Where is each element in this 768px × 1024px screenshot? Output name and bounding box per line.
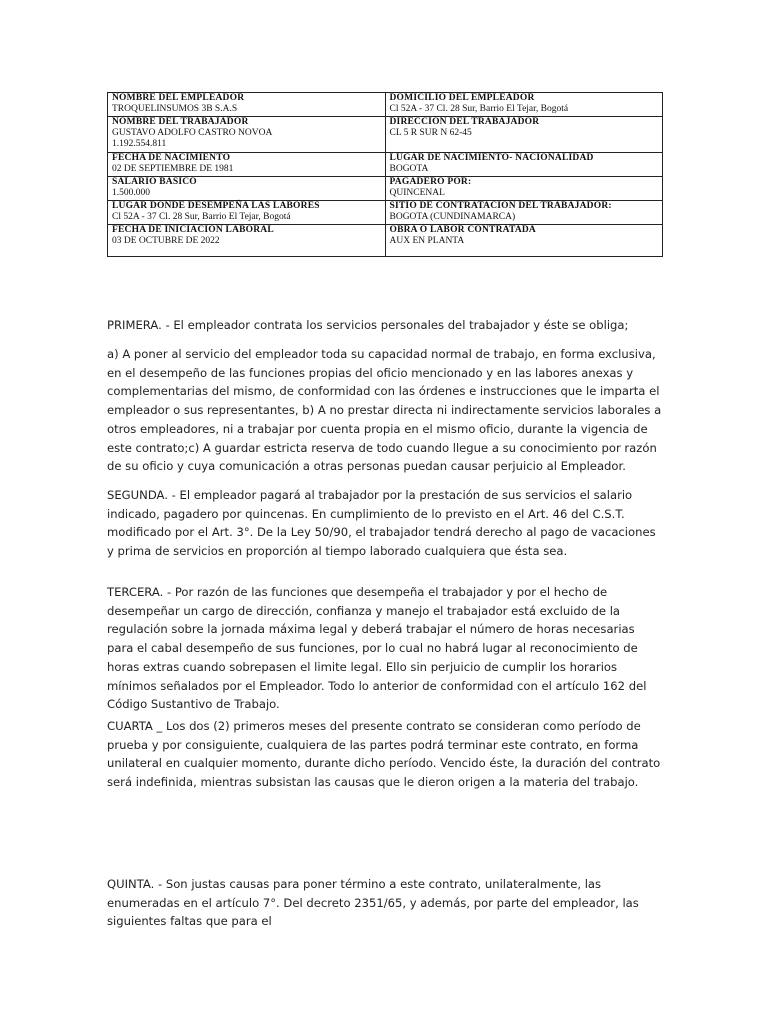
- hiring-site-cell: [385, 201, 663, 225]
- work-location-cell: [108, 201, 386, 225]
- table-row: [108, 153, 663, 177]
- table-row: [108, 93, 663, 117]
- birth-date-cell: [108, 153, 386, 177]
- cell-label: LUGAR DONDE DESEMPEÑA LAS LABORES: [112, 201, 320, 211]
- cell-value: 1.500.000: [112, 188, 150, 198]
- worker-id-number: 1.192.554.811: [112, 139, 167, 149]
- birth-place-cell: [385, 153, 663, 177]
- cell-value: GUSTAVO ADOLFO CASTRO NOVOA: [112, 128, 273, 138]
- cell-value: Cl 52A - 37 Cl. 28 Sur, Barrio El Tejar, Bogotá: [112, 212, 291, 222]
- cell-label: SALARIO BASICO: [112, 177, 197, 187]
- clause-tercera: TERCERA. - Por razón de las funciones que desempeña el trabajador y por el hecho de desempeñar un cargo de dirección, confianza y manejo el trabajador está excluido de la regulación sobre la jornada máxima legal y deberá trabajar el número de horas necesarias para el cabal desempeño de sus funciones, por lo cual no habrá lugar al reconocimiento de horas extras cuando sobrepasen el limite legal. Ello sin perjuicio de cumplir los horarios mínimos señalados por el Empleador. Todo lo anterior de conformidad con el artículo 162 del Código Sustantivo de Trabajo.: [107, 585, 647, 712]
- cell-label: NOMBRE DEL TRABAJADOR: [112, 117, 249, 127]
- cell-label: PAGADERO POR:: [389, 177, 472, 187]
- cell-label: NOMBRE DEL EMPLEADOR: [112, 93, 245, 103]
- clause-primera-body: a) A poner al servicio del empleador toda su capacidad normal de trabajo, en forma exclusiva, en el desempeño de las funciones propias del oficio mencionado y en las labores anexas y complementarias del mismo, de conformidad con las órdenes e instrucciones que le imparta el empleador o sus representantes, b) A no prestar directa ni indirectamente servicios laborales a otros empleadores, ni a trabajar por cuenta propia en el mismo oficio, durante la vigencia de este contrato;c) A guardar estricta reserva de todo cuando llegue a su conocimiento por razón de su oficio y cuya comunicación a otras personas puedan causar perjuicio al Empleador.: [107, 347, 662, 474]
- cell-value: AUX EN PLANTA: [389, 236, 465, 246]
- table-row: [108, 225, 663, 257]
- cell-value: 02 DE SEPTIEMBRE DE 1981: [112, 164, 234, 174]
- cell-label: DIRECCION DEL TRABAJADOR: [389, 117, 540, 127]
- cell-value: BOGOTA (CUNDINAMARCA): [389, 212, 516, 222]
- cell-label: FECHA DE NACIMIENTO: [112, 153, 231, 163]
- cell-value: QUINCENAL: [389, 188, 445, 198]
- cell-label: FECHA DE INICIACION LABORAL: [112, 225, 274, 235]
- cell-value: Cl 52A - 37 Cl. 28 Sur, Barrio El Tejar, Bogotá: [389, 104, 569, 114]
- table-row: [108, 177, 663, 201]
- cell-label: SITIO DE CONTRATACION DEL TRABAJADOR:: [389, 201, 612, 211]
- contract-info-table: [107, 92, 663, 257]
- clause-cuarta: CUARTA _ Los dos (2) primeros meses del presente contrato se consideran como período de prueba y por consiguiente, cualquiera de las partes podrá terminar este contrato, en forma unilateral en cualquier momento, durante dicho período. Vencido éste, la duración del contrato será indefinida, mientras subsistan las causas que le dieron origen a la materia del trabajo.: [107, 719, 661, 790]
- cell-label: DOMICILIO DEL EMPLEADOR: [389, 93, 535, 103]
- contracted-work-cell: [385, 225, 663, 257]
- worker-address-cell: [385, 117, 663, 153]
- cell-value: 03 DE OCTUBRE DE 2022: [112, 236, 220, 246]
- table-row: [108, 117, 663, 153]
- cell-value: TROQUELINSUMOS 3B S.A.S: [112, 104, 238, 114]
- table-row: [108, 201, 663, 225]
- payment-period-cell: [385, 177, 663, 201]
- start-date-cell: [108, 225, 386, 257]
- base-salary-cell: [108, 177, 386, 201]
- clause-quinta: QUINTA. - Son justas causas para poner término a este contrato, unilateralmente, las enumeradas en el artículo 7°. Del decreto 2351/65, y además, por parte del empleador, las siguientes faltas que para el: [107, 877, 639, 929]
- cell-value: BOGOTA: [389, 164, 429, 174]
- clause-segunda: SEGUNDA. - El empleador pagará al trabajador por la prestación de sus servicios el salario indicado, pagadero por quincenas. En cumplimiento de lo previsto en el Art. 46 del C.S.T. modificado por el Art. 3°. De la Ley 50/90, el trabajador tendrá derecho al pago de vacaciones y prima de servicios en proporción al tiempo laborado cualquiera que ésta sea.: [107, 488, 656, 559]
- worker-name-cell: [108, 117, 386, 153]
- cell-value: CL 5 R SUR N 62-45: [389, 128, 472, 138]
- employer-name-cell: [108, 93, 386, 117]
- cell-label: OBRA O LABOR CONTRATADA: [389, 225, 536, 235]
- cell-label: LUGAR DE NACIMIENTO- NACIONALIDAD: [389, 153, 594, 163]
- clause-primera-intro: PRIMERA. - El empleador contrata los servicios personales del trabajador y éste se obliga;: [107, 318, 629, 332]
- employer-address-cell: [385, 93, 663, 117]
